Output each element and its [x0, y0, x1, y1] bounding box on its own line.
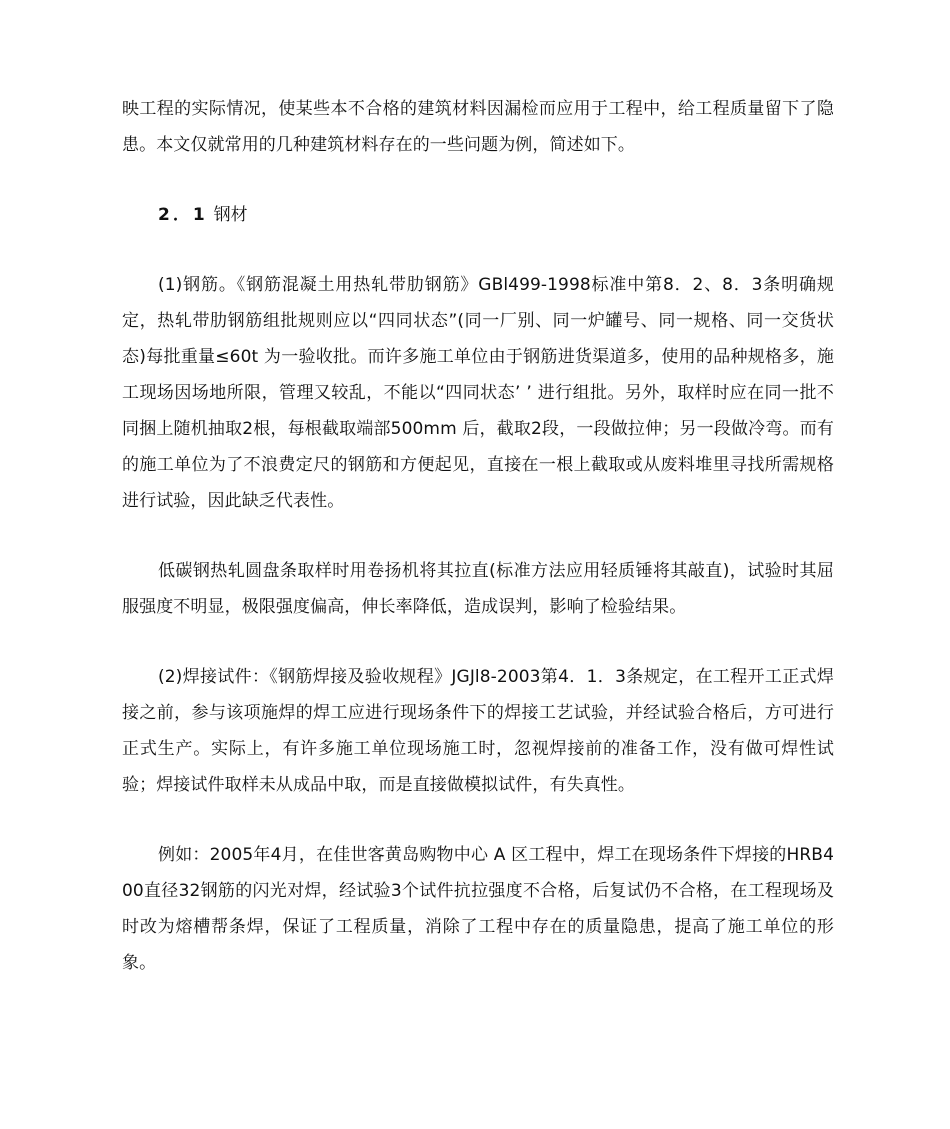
paragraph-wire-rod: 低碳钢热轧圆盘条取样时用卷扬机将其拉直(标准方法应用轻质锤将其敲直)，试验时其屈服强度不明显，极限强度偏高，伸长率降低，造成误判，影响了检验结果。	[122, 561, 834, 617]
paragraph-rebar: (1)钢筋。《钢筋混凝土用热轧带肋钢筋》GBl499-1998标准中第8．2、8．3条明确规定，热轧带肋钢筋组批规则应以“四同状态”(同一厂别、同一炉罐号、同一规格、同一交货状态)每批重量≤60t 为一验收批。而许多施工单位由于钢筋进货渠道多，使用的品种规格多，施工现场因场地所限，管理又较乱，不能以“四同状态’ ’ 进行组批。另外，取样时应在同一批不同捆上随机抽取2根，每根截取端部500mm 后，截取2段，一段做拉伸；另一段做冷弯。而有的施工单位为了不浪费定尺的钢筋和方便起见，直接在一根上截取或从废料堆里寻找所需规格进行试验，因此缺乏代表性。	[122, 275, 834, 511]
paragraph-welding: (2)焊接试件：《钢筋焊接及验收规程》JGJl8-2003第4．1．3条规定，在工程开工正式焊接之前，参与该项施焊的焊工应进行现场条件下的焊接工艺试验，并经试验合格后，方可进行正式生产。实际上，有许多施工单位现场施工时，忽视焊接前的准备工作，没有做可焊性试验；焊接试件取样未从成品中取，而是直接做模拟试件，有失真性。	[122, 667, 834, 795]
section-title: 钢材	[213, 205, 248, 225]
paragraph-intro-continuation: 映工程的实际情况，使某些本不合格的建筑材料因漏检而应用于工程中，给工程质量留下了隐患。本文仅就常用的几种建筑材料存在的一些问题为例，简述如下。	[122, 99, 834, 155]
paragraph-example: 例如：2005年4月，在佳世客黄岛购物中心 A 区工程中，焊工在现场条件下焊接的HRB400直径32钢筋的闪光对焊，经试验3个试件抗拉强度不合格，后复试仍不合格，在工程现场及时改为熔槽帮条焊，保证了工程质量，消除了工程中存在的质量隐患，提高了施工单位的形象。	[122, 845, 834, 973]
section-heading	[122, 197, 834, 233]
document-page	[122, 91, 834, 981]
section-number: 2．1	[158, 205, 208, 225]
